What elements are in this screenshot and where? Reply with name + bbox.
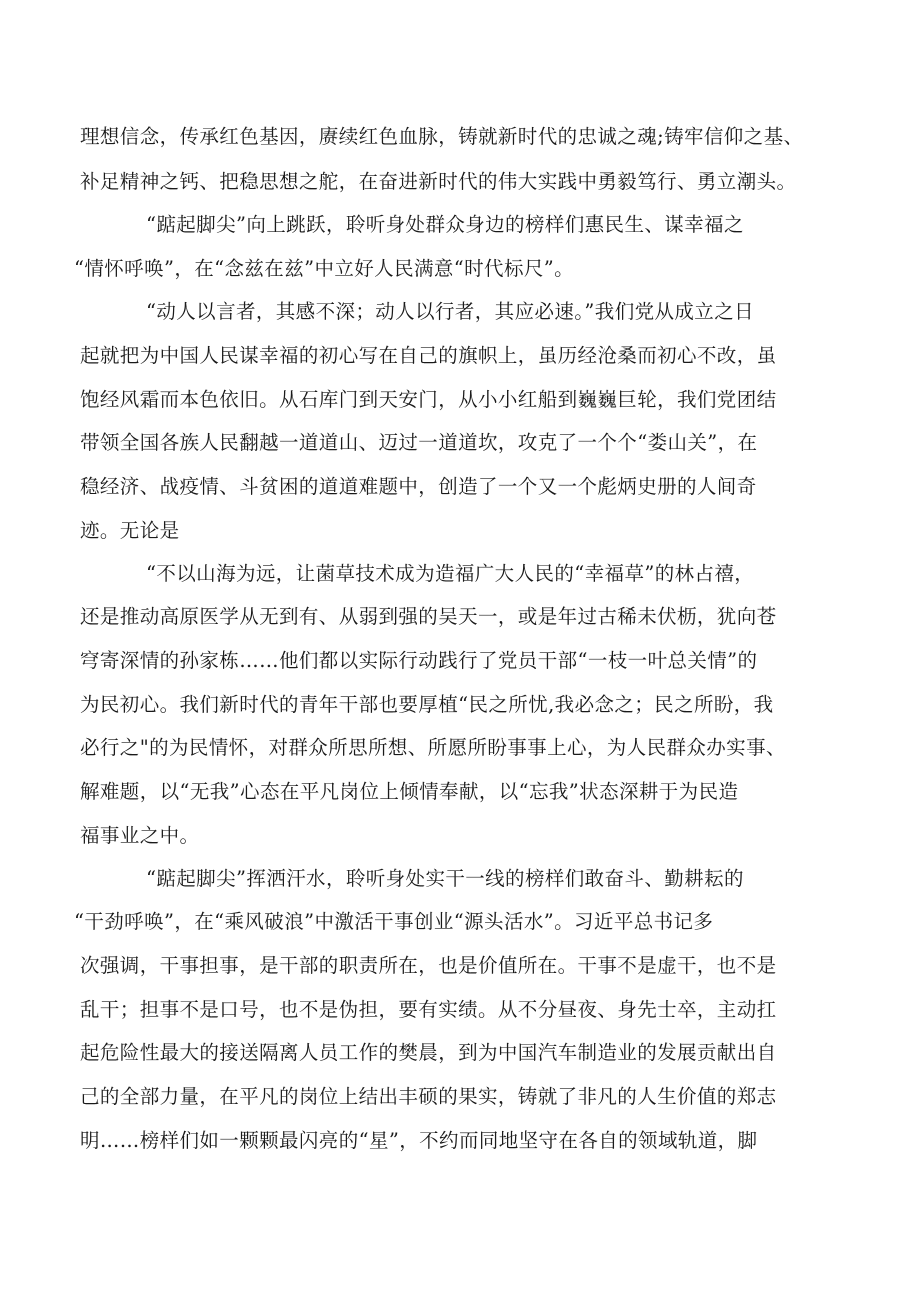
text-line: 必行之"的为民情怀，对群众所思所想、所愿所盼事事上心，为人民群众办实事、: [80, 736, 786, 759]
text-line: 明……榜样们如一颗颗最闪亮的“星”，不约而同地坚守在各自的领域轨道，脚: [80, 1129, 758, 1152]
text-line: 迹。无论是: [80, 519, 180, 542]
text-line: 次强调，干事担事，是干部的职责所在，也是价值所在。干事不是虚干，也不是: [80, 954, 777, 977]
text-line: 饱经风霜而本色依旧。从石库门到天安门，从小小红船到巍巍巨轮，我们党团结: [80, 388, 777, 411]
text-line: 己的全部力量，在平凡的岗位上结出丰硕的果实，铸就了非凡的人生价值的郑志: [80, 1085, 777, 1108]
text-line: “干劲呼唤”，在“乘风破浪”中激活干事创业“源头活水”。习近平总书记多: [74, 910, 714, 933]
text-line: 为民初心。我们新时代的青年干部也要厚植“民之所忧,我必念之；民之所盼，我: [80, 693, 774, 716]
text-line: 起危险性最大的接送隔离人员工作的樊晨，到为中国汽车制造业的发展贡献出自: [80, 1041, 777, 1064]
text-line: 解难题，以“无我”心态在平凡岗位上倾情奉献，以“忘我”状态深耕于为民造: [80, 780, 739, 803]
text-line: 补足精神之钙、把稳思想之舵，在奋进新时代的伟大实践中勇毅笃行、勇立潮头。: [80, 170, 797, 193]
text-line: 理想信念，传承红色基因，赓续红色血脉，铸就新时代的忠诚之魂;铸牢信仰之基、: [80, 125, 804, 148]
text-line: 穹寄深情的孙家栋……他们都以实际行动践行了党员干部“一枝一叶总关情”的: [80, 649, 758, 672]
text-line: 乱干；担事不是口号，也不是伪担，要有实绩。从不分昼夜、身先士卒，主动扛: [80, 998, 777, 1021]
text-line: “情怀呼唤”，在“念兹在兹”中立好人民满意“时代标尺”。: [74, 257, 575, 280]
text-line: “踮起脚尖”挥洒汗水，聆听身处实干一线的榜样们敢奋斗、勤耕耘的: [146, 867, 744, 890]
text-line: 还是推动高原医学从无到有、从弱到强的吴天一，或是年过古稀未伏枥，犹向苍: [80, 605, 777, 628]
text-line: “动人以言者，其感不深；动人以行者，其应必速。”我们党从成立之日: [146, 300, 754, 323]
text-line: 带领全国各族人民翻越一道道山、迈过一道道坎，攻克了一个个“娄山关”，在: [80, 431, 758, 454]
text-line: 起就把为中国人民谋幸福的初心写在自己的旗帜上，虽历经沧桑而初心不改，虽: [80, 344, 777, 367]
text-line: 福事业之中。: [80, 824, 200, 847]
text-line: “不以山海为远，让菌草技术成为造福广大人民的“幸福草”的林占禧，: [146, 562, 755, 585]
text-line: “踮起脚尖”向上跳跃，聆听身处群众身边的榜样们惠民生、谋幸福之: [146, 213, 744, 236]
text-line: 稳经济、战疫情、斗贫困的道道难题中，创造了一个又一个彪炳史册的人间奇: [80, 475, 757, 498]
